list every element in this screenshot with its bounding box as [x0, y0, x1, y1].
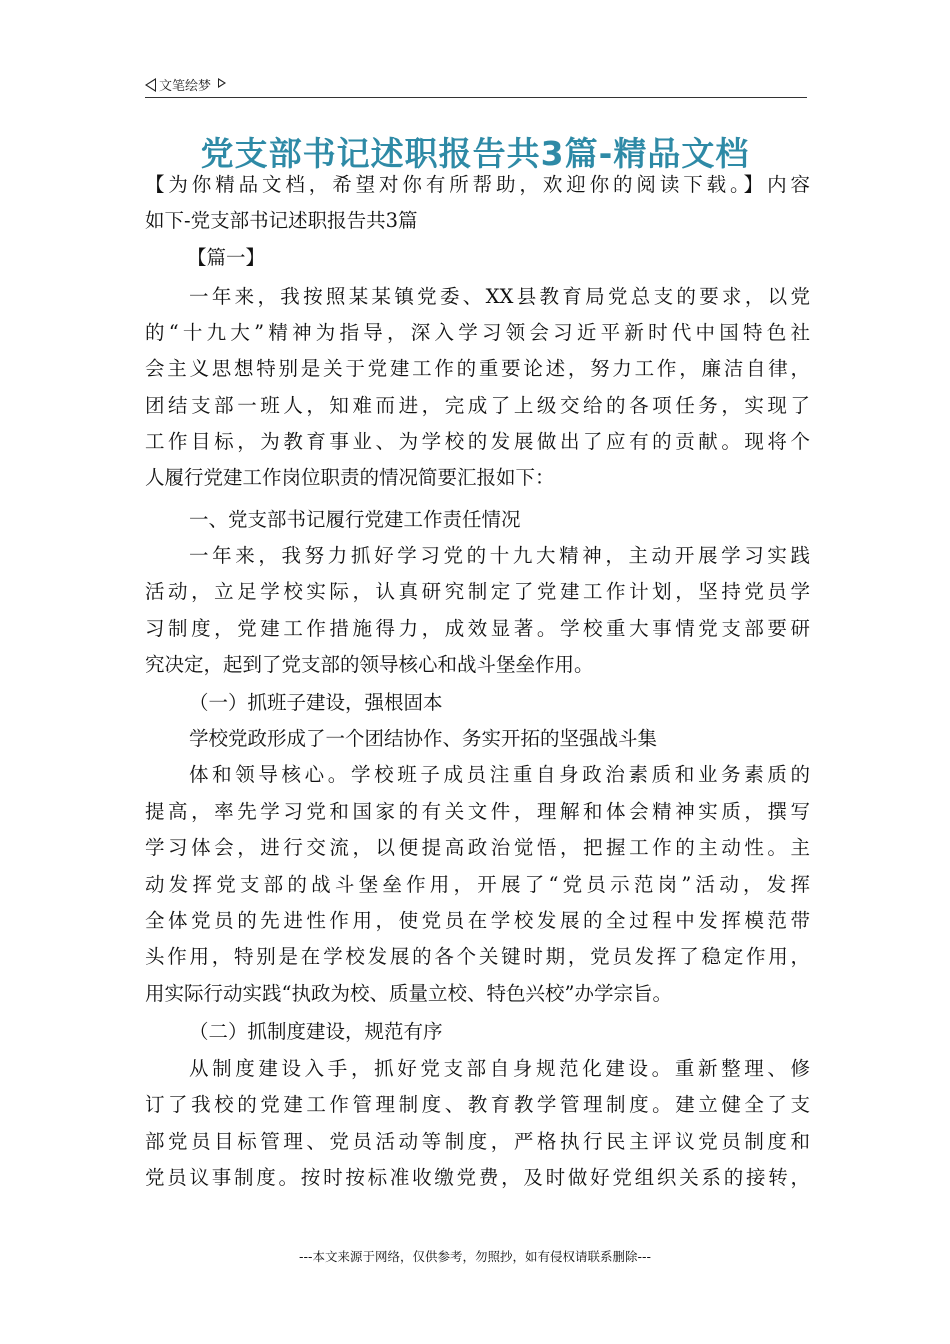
body-line: 学校党政形成了一个团结协作、务实开拓的坚强战斗集 [189, 727, 658, 750]
body-line: 部党员目标管理、党员活动等制度，严格执行民主评议党员制度和 [145, 1130, 810, 1153]
body-line: 党员议事制度。按时按标准收缴党费，及时做好党组织关系的接转， [145, 1166, 810, 1189]
subsection-heading: （一）抓班子建设，强根固本 [189, 691, 443, 714]
body-line: 从制度建设入手，抓好党支部自身规范化建设。重新整理、修 [189, 1057, 810, 1080]
body-line: 一年来，我按照某某镇党委、XX县教育局党总支的要求，以党 [189, 285, 810, 308]
body-line: 团结支部一班人，知难而进，完成了上级交给的各项任务，实现了 [145, 394, 810, 417]
body-line: 提高，率先学习党和国家的有关文件，理解和体会精神实质，撰写 [145, 800, 810, 823]
body-line: 究决定，起到了党支部的领导核心和战斗堡垒作用。 [145, 653, 594, 676]
subsection-heading: （二）抓制度建设，规范有序 [189, 1020, 443, 1043]
body-line: 订了我校的党建工作管理制度、教育教学管理制度。建立健全了支 [145, 1093, 810, 1116]
brand-text: 文笔绘梦 [159, 79, 212, 94]
section-heading: 【篇一】 [187, 246, 266, 269]
body-line: 人履行党建工作岗位职责的情况简要汇报如下： [145, 466, 555, 489]
body-line: 用实际行动实践“执政为校、质量立校、特色兴校”办学宗旨。 [145, 982, 672, 1005]
header-divider [145, 97, 807, 98]
body-line: 一年来，我努力抓好学习党的十九大精神，主动开展学习实践 [189, 544, 810, 567]
body-line: 的“十九大”精神为指导，深入学习领会习近平新时代中国特色社 [145, 321, 810, 344]
body-line: 【为你精品文档，希望对你有所帮助，欢迎你的阅读下载。】内容 [145, 173, 810, 196]
triangle-right-icon [218, 78, 226, 88]
body-line: 头作用，特别是在学校发展的各个关键时期，党员发挥了稳定作用， [145, 945, 810, 968]
body-line: 全体党员的先进性作用，使党员在学校发展的全过程中发挥模范带 [145, 909, 810, 932]
body-line: 如下-党支部书记述职报告共3篇 [145, 209, 418, 232]
header-brand [145, 75, 226, 94]
page-footer: ---本文来源于网络，仅供参考，勿照抄，如有侵权请联系删除--- [298, 1249, 652, 1264]
page-header [145, 72, 807, 98]
triangle-left-icon [145, 78, 156, 92]
body-line: 活动，立足学校实际，认真研究制定了党建工作计划，坚持党员学 [145, 580, 810, 603]
body-line: 学习体会，进行交流，以便提高政治觉悟，把握工作的主动性。主 [145, 836, 810, 859]
document-title: 党支部书记述职报告共3篇-精品文档 [200, 134, 750, 173]
body-line: 体和领导核心。学校班子成员注重自身政治素质和业务素质的 [189, 763, 810, 786]
body-line: 会主义思想特别是关于党建工作的重要论述，努力工作，廉洁自律， [145, 357, 810, 380]
body-line: 习制度，党建工作措施得力，成效显著。学校重大事情党支部要研 [145, 617, 810, 640]
body-line: 动发挥党支部的战斗堡垒作用，开展了“党员示范岗”活动，发挥 [145, 873, 810, 896]
section-heading: 一、党支部书记履行党建工作责任情况 [189, 508, 521, 531]
body-line: 工作目标，为教育事业、为学校的发展做出了应有的贡献。现将个 [145, 430, 810, 453]
